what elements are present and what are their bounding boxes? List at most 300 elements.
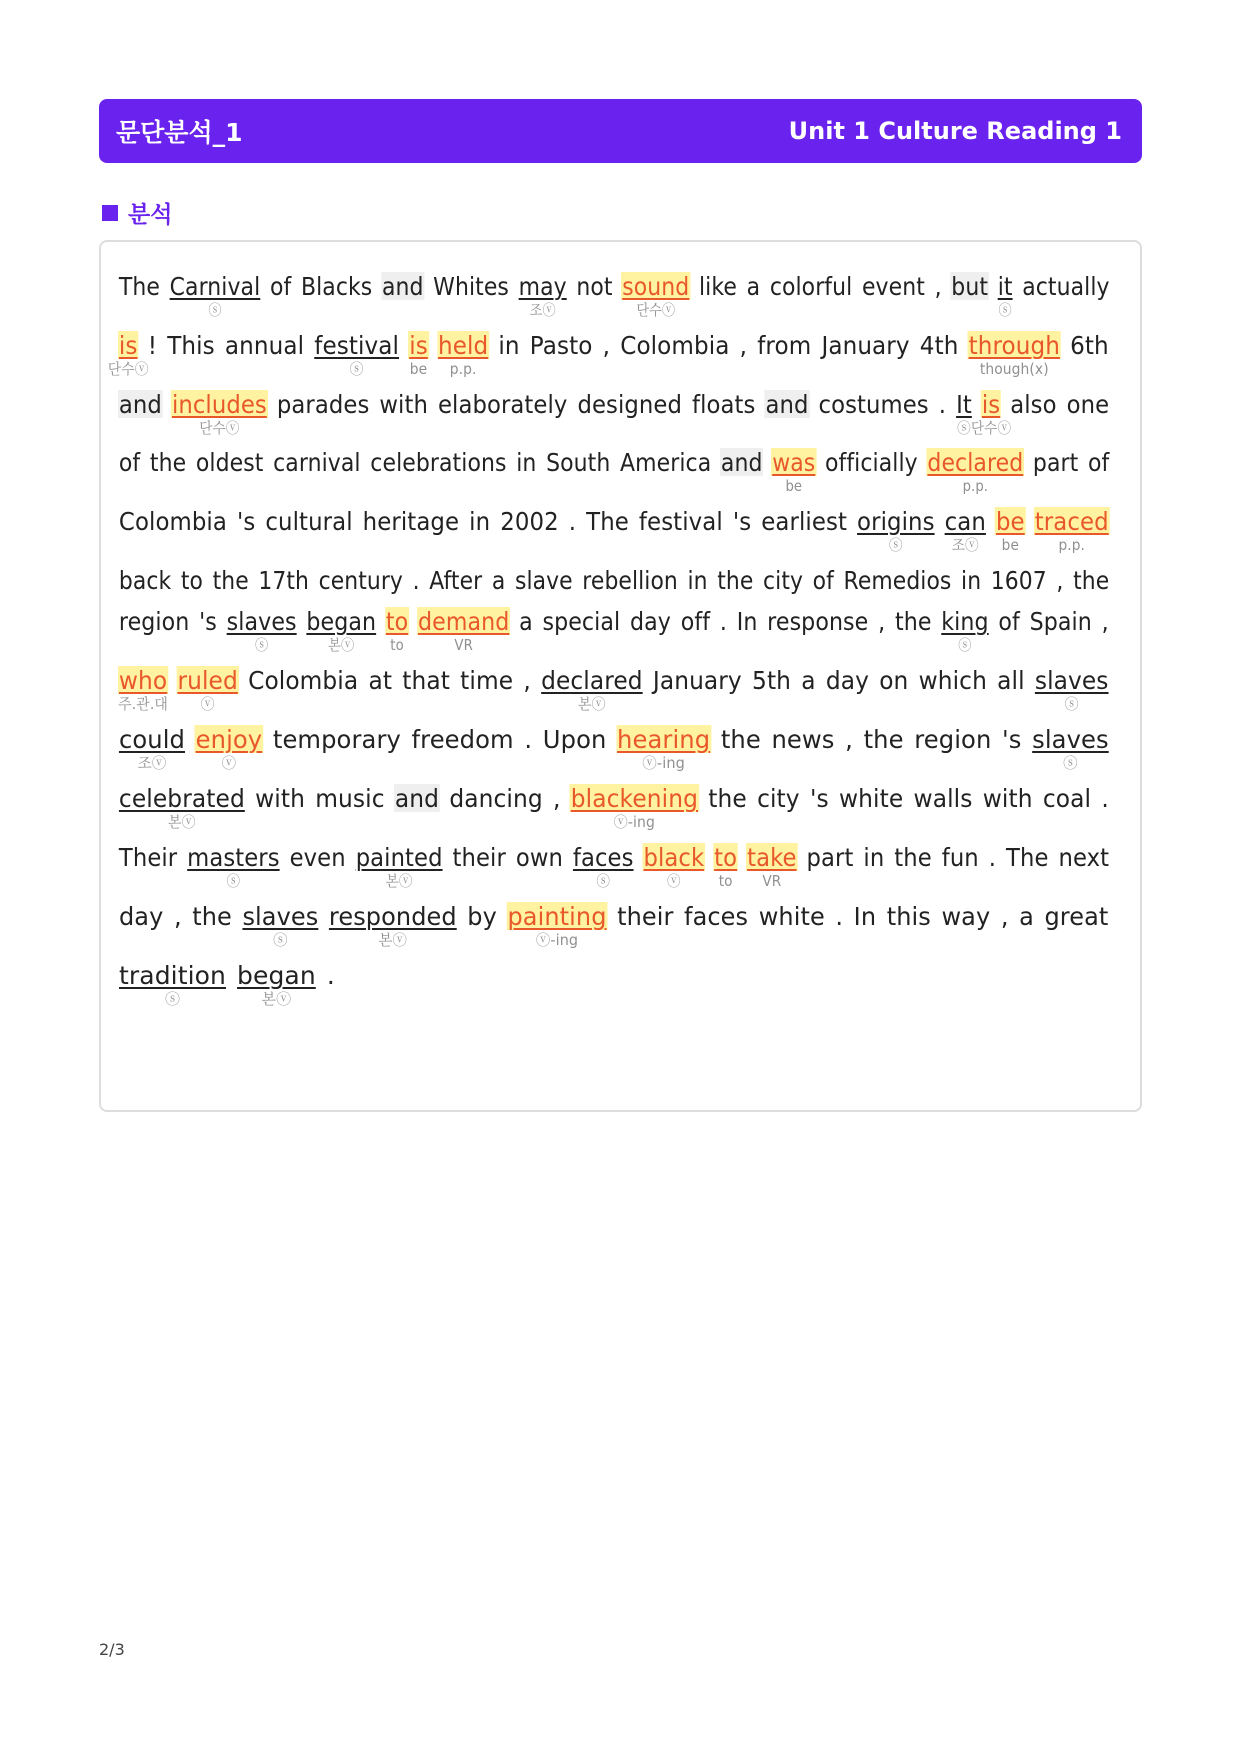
word-text: floats [692, 390, 756, 419]
word-text: a [801, 666, 816, 695]
word [1056, 566, 1065, 594]
word-text: own [515, 843, 563, 872]
highlighted-word [771, 448, 816, 495]
word [466, 902, 498, 930]
word-text: , [1101, 607, 1109, 636]
word-text: . [835, 902, 844, 931]
underlined-word [355, 843, 444, 890]
word-text: declared [927, 448, 1024, 477]
underlined-word [236, 961, 317, 1008]
word [368, 666, 393, 694]
word-text: their [617, 902, 674, 931]
analysis-line [118, 448, 1118, 508]
word-text: news [771, 725, 835, 754]
word-text: that [402, 666, 450, 695]
word-text: earliest [761, 507, 847, 536]
grammar-annotation: ⓢ [958, 636, 972, 654]
highlighted-word [408, 331, 428, 378]
word [1066, 390, 1110, 418]
word-text: , [173, 902, 182, 931]
word [698, 272, 738, 300]
word-text: fun [941, 843, 979, 872]
highlighted-word [713, 843, 738, 890]
word [844, 725, 854, 753]
analysis-line [118, 666, 1118, 726]
grammar-annotation: 조ⓥ [137, 754, 167, 772]
underlined-word [997, 272, 1014, 319]
word-text: and [118, 390, 162, 419]
word [878, 666, 909, 694]
word-text: with [379, 390, 428, 419]
word [960, 566, 982, 594]
word-text: day [630, 607, 672, 636]
word [518, 607, 533, 635]
word-text: one [1066, 390, 1110, 419]
word-text: Whites [433, 272, 509, 301]
section-heading [102, 196, 172, 229]
word-text: and [720, 448, 763, 477]
word-text: . [412, 566, 420, 595]
word [448, 784, 543, 812]
square-bullet-icon [102, 205, 118, 221]
word-text: the [212, 566, 249, 595]
word [515, 843, 564, 871]
word-text: South [546, 448, 611, 477]
word-text: at [368, 666, 393, 695]
word-text: tradition [119, 961, 227, 990]
word [1101, 607, 1110, 635]
word-text: the [894, 843, 932, 872]
word [401, 666, 451, 694]
word-text: , [523, 666, 531, 695]
word-text: 's [732, 507, 752, 536]
word-text: in [516, 448, 537, 477]
grammar-annotation: 조ⓥ [951, 536, 979, 554]
word [1018, 902, 1035, 930]
underlined-word [572, 843, 634, 890]
word-text: king [941, 607, 989, 636]
word-text: enjoy [195, 725, 263, 754]
word-text: dancing [449, 784, 543, 813]
word [1044, 902, 1110, 930]
word-text: even [289, 843, 346, 872]
word-text: , [602, 331, 611, 360]
word [758, 902, 826, 930]
highlighted-word [643, 843, 705, 890]
word [576, 272, 614, 300]
word [683, 902, 749, 930]
word-text: city [757, 784, 800, 813]
word [680, 607, 711, 635]
highlighted-word [927, 448, 1025, 495]
section-title: 분석 [128, 202, 173, 228]
word [893, 843, 932, 871]
word [720, 448, 763, 476]
word-text: includes [171, 390, 267, 419]
word [1029, 607, 1093, 635]
word-text: the [720, 725, 761, 754]
word [362, 507, 460, 535]
word-text: in [687, 566, 708, 595]
word-text: blackening [570, 784, 698, 813]
grammar-annotation: 단수ⓥ [199, 419, 240, 437]
word-text: Colombia [248, 666, 359, 695]
word [1032, 448, 1079, 476]
word-text: Upon [542, 725, 607, 754]
word [529, 331, 594, 359]
word [254, 784, 306, 812]
word-text: a [1019, 902, 1034, 931]
grammar-annotation: 단수ⓥ [636, 301, 676, 319]
word-text: heritage [362, 507, 460, 536]
word-text: . [988, 843, 997, 872]
analysis-line [118, 390, 1118, 450]
word-text: the [894, 607, 932, 636]
word [919, 331, 959, 359]
word [940, 902, 991, 930]
word-text: part [1032, 448, 1079, 477]
word [863, 843, 886, 871]
word [602, 331, 611, 359]
word [542, 607, 622, 635]
word-text: in [961, 566, 982, 595]
underlined-word [118, 784, 246, 831]
word-text: could [118, 725, 185, 754]
word-text: through [968, 331, 1060, 360]
analysis-line [118, 507, 1118, 567]
word-text: is [981, 390, 1001, 419]
word-text: faces [572, 843, 634, 872]
word [707, 784, 747, 812]
word [514, 566, 573, 594]
word-text: 's [199, 607, 217, 636]
header-title: 문단분석_1 [116, 118, 243, 147]
grammar-annotation: 본ⓥ [261, 990, 292, 1008]
word [577, 390, 683, 418]
word [378, 390, 428, 418]
word [766, 607, 869, 635]
word-text: the [863, 725, 904, 754]
word [452, 843, 507, 871]
word [800, 666, 816, 694]
word-text: 's [236, 507, 256, 536]
word [806, 843, 855, 871]
word [118, 843, 178, 871]
word-text: a [491, 566, 506, 595]
word-text: by [467, 902, 497, 931]
highlighted-word [968, 331, 1061, 378]
word-text: . [524, 725, 533, 754]
underlined-word [328, 902, 458, 949]
word [619, 448, 712, 476]
word-text: rebellion [582, 566, 678, 595]
word-text: response [767, 607, 869, 636]
underlined-word [313, 331, 400, 378]
word [938, 390, 947, 418]
word [118, 507, 228, 535]
word [468, 507, 491, 535]
grammar-annotation: ⓢ [957, 419, 971, 437]
word [950, 272, 988, 300]
word-text: to [714, 843, 738, 872]
word [913, 784, 974, 812]
word-text: white [838, 784, 904, 813]
word-text: of [998, 607, 1020, 636]
word [762, 566, 804, 594]
word [269, 272, 292, 300]
underlined-word [940, 607, 989, 654]
grammar-annotation: though(x) [979, 360, 1049, 378]
word-text: After [429, 566, 483, 595]
grammar-annotation: ⓥ-ing [642, 754, 685, 772]
word-text: of [118, 448, 141, 477]
word [687, 566, 709, 594]
word-text: traced [1034, 507, 1109, 536]
highlighted-word [437, 331, 489, 378]
word-text: In [736, 607, 758, 636]
underlined-word [1034, 666, 1110, 713]
word-text: way [941, 902, 991, 931]
word-text: Pasto [529, 331, 593, 360]
word-text: black [643, 843, 705, 872]
word-text: the [149, 448, 187, 477]
word-text: part [806, 843, 854, 872]
grammar-annotation: p.p. [962, 477, 989, 495]
word-text: Carnival [169, 272, 261, 301]
word [198, 607, 218, 635]
word-text: carnival [273, 448, 361, 477]
word [191, 902, 233, 930]
word [369, 448, 507, 476]
word [732, 507, 752, 535]
word-text: slave [514, 566, 573, 595]
word-text: take [747, 843, 797, 872]
word [1042, 784, 1092, 812]
grammar-annotation: be [1001, 536, 1019, 554]
word [821, 331, 911, 359]
grammar-annotation: be [409, 360, 428, 378]
word [118, 566, 172, 594]
underlined-word [226, 607, 298, 654]
word [1021, 272, 1110, 300]
grammar-annotation: ⓥ [200, 695, 215, 713]
word-text: annual [224, 331, 305, 360]
grammar-annotation: p.p. [449, 360, 477, 378]
word [195, 448, 264, 476]
word [736, 607, 758, 635]
word-text: 2002 [500, 507, 559, 536]
highlighted-word [417, 607, 510, 654]
word [118, 390, 163, 418]
highlighted-word [746, 843, 797, 890]
word [326, 961, 336, 989]
word-text: slaves [1032, 725, 1109, 754]
word-text: day [118, 902, 164, 931]
word-text: region [118, 607, 190, 636]
word [581, 566, 678, 594]
word-text: white [758, 902, 825, 931]
analysis-line [118, 725, 1118, 785]
word-text: event [861, 272, 925, 301]
analysis-line [118, 784, 1118, 844]
word [212, 566, 250, 594]
word [886, 902, 932, 930]
word [719, 607, 728, 635]
word [998, 607, 1021, 635]
word-text: great [1044, 902, 1109, 931]
word [756, 784, 800, 812]
word [982, 784, 1034, 812]
word-text: celebrated [118, 784, 245, 813]
unit-title: Unit 1 Culture Reading 1 [788, 117, 1122, 145]
word [941, 843, 980, 871]
analysis-line [118, 843, 1118, 903]
word [180, 566, 204, 594]
underlined-word [306, 607, 378, 654]
word [996, 666, 1025, 694]
word-text: on [879, 666, 909, 695]
word-text: not [576, 272, 613, 301]
word-text: the [708, 784, 747, 813]
underlined-word [118, 961, 227, 1008]
word-text: The [1006, 843, 1049, 872]
word [118, 607, 190, 635]
underlined-word [518, 272, 568, 319]
word [118, 902, 164, 930]
word [118, 272, 161, 300]
word-text: colorful [769, 272, 853, 301]
word [289, 843, 347, 871]
word-text: but [951, 272, 989, 301]
word-text: Colombia [620, 331, 730, 360]
word-text: ruled [177, 666, 238, 695]
word-text: festival [638, 507, 723, 536]
highlighted-word [1034, 507, 1110, 554]
word-text: 1607 [990, 566, 1047, 595]
word [272, 448, 361, 476]
word-text: of [812, 566, 834, 595]
word-text: a [519, 607, 533, 636]
word [1001, 725, 1022, 753]
word-text: , [878, 607, 886, 636]
highlighted-word [970, 390, 1012, 437]
word [499, 507, 559, 535]
word [691, 390, 756, 418]
highlighted-word [385, 607, 409, 654]
word [118, 448, 141, 476]
word-text: , [934, 272, 942, 301]
grammar-annotation: ⓥ [221, 754, 237, 772]
word [843, 566, 953, 594]
grammar-annotation: p.p. [1058, 536, 1085, 554]
word-text: can [944, 507, 986, 536]
grammar-annotation: ⓢ [1064, 695, 1079, 713]
word [825, 666, 870, 694]
word [497, 331, 520, 359]
word [166, 331, 215, 359]
underlined-word [955, 390, 973, 437]
analysis-line [118, 902, 1118, 962]
word-text: elaborately [437, 390, 568, 419]
word [1100, 784, 1109, 812]
word [838, 784, 904, 812]
grammar-annotation: be [785, 477, 803, 495]
word [1087, 448, 1110, 476]
word-text: origins [857, 507, 935, 536]
word [224, 331, 305, 359]
word-text: actually [1022, 272, 1110, 301]
word [276, 390, 370, 418]
page-number: 2/3 [99, 1640, 125, 1659]
word-text: from [757, 331, 812, 360]
word-text: is [118, 331, 138, 360]
word [523, 725, 533, 753]
word-text: ! [147, 331, 158, 360]
word [771, 725, 836, 753]
word-text: . [938, 390, 947, 419]
underlined-word [241, 902, 319, 949]
word-text: to [180, 566, 203, 595]
word-text: walls [913, 784, 973, 813]
page-header [99, 99, 1142, 163]
word [381, 272, 424, 300]
word-text: with [982, 784, 1033, 813]
word [1000, 902, 1010, 930]
grammar-annotation: 본ⓥ [578, 695, 606, 713]
word [751, 666, 792, 694]
word-text: oldest [195, 448, 264, 477]
word-text: parades [276, 390, 370, 419]
word-text: their [452, 843, 506, 872]
word-text: 6th [1070, 331, 1109, 360]
word-text: time [460, 666, 514, 695]
word-text: slaves [1034, 666, 1109, 695]
word [147, 331, 158, 359]
word-text: painting [507, 902, 607, 931]
word-text: . [326, 961, 335, 990]
grammar-annotation: 본ⓥ [385, 872, 413, 890]
highlighted-word [570, 784, 699, 831]
word-text: city [763, 566, 804, 595]
underlined-word [1031, 725, 1110, 772]
grammar-annotation: ⓢ [596, 872, 611, 890]
word [988, 843, 997, 871]
word-text: January [821, 331, 910, 360]
word [236, 507, 256, 535]
word [765, 390, 810, 418]
word-text: faces [684, 902, 749, 931]
grammar-annotation: 단수ⓥ [970, 419, 1012, 437]
word [258, 566, 310, 594]
word-text: Blacks [300, 272, 373, 301]
word-text: 17th [258, 566, 309, 595]
underlined-word [169, 272, 261, 319]
highlighted-word [107, 331, 149, 378]
word-text: music [315, 784, 385, 813]
word-text: responded [328, 902, 457, 931]
word [818, 390, 930, 418]
grammar-annotation: ⓢ [164, 990, 181, 1008]
grammar-annotation: ⓢ [1063, 754, 1078, 772]
word-text: declared [541, 666, 643, 695]
word [542, 725, 608, 753]
word [318, 566, 404, 594]
word-text: coal [1042, 784, 1092, 813]
grammar-annotation: 본ⓥ [378, 931, 408, 949]
word-text: January [652, 666, 742, 695]
word [545, 448, 611, 476]
highlighted-word [195, 725, 264, 772]
